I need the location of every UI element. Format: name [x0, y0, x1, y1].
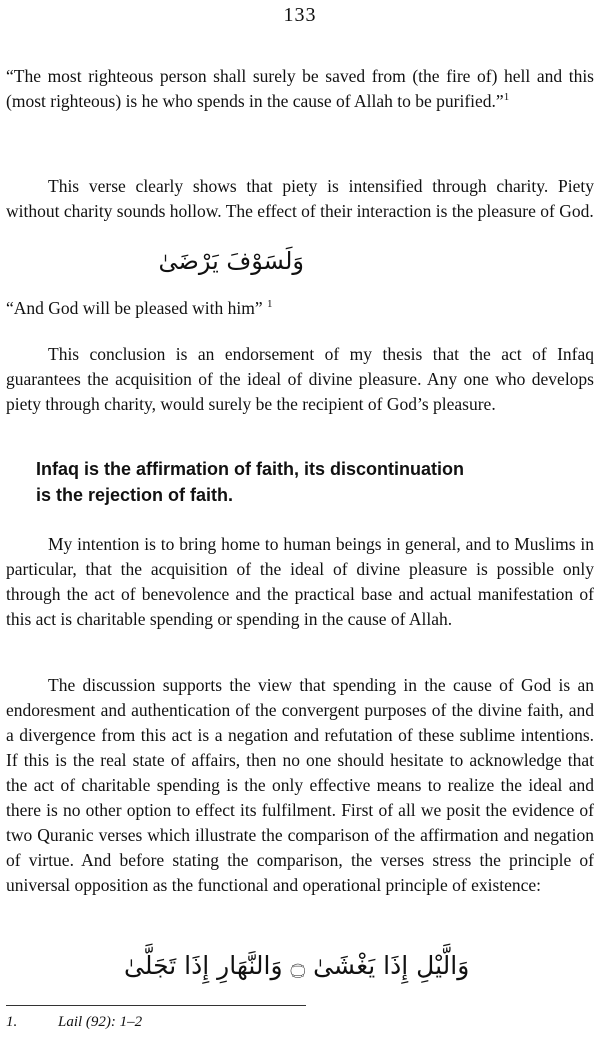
- body-paragraph-discussion: The discussion supports the view that spending in the cause of God is an endoresment and authentication of the convergent purposes of the divine faith, and a divergence from this act is a negation and refutation of these sublime intentions. If this is the real state of affairs, then no one should hesitate to acknowledge that the act of charitable spending is the only effective means to realize the ideal and there is no other option to effect its fulfilment. First of all we posit the evidence of two Quranic verses which illustrate the comparison of the affirmation and negation of virtue. And before stating the comparison, the verses stress the principle of universal opposition as the functional and operational principle of existence:: [6, 675, 594, 895]
- quote-paragraph-1: [0, 64, 600, 114]
- quote-text: “And God will be pleased with him”: [6, 298, 263, 318]
- body-paragraph-intention: My intention is to bring home to human beings in general, and to Muslims in particular, that the acquisition of the ideal of divine pleasure is possible only through the act of benevolence and the practical base and actual manifestation of this act is charitable spending or spending in the cause of Allah.: [6, 534, 594, 629]
- heading-line-1: Infaq is the affirmation of faith, its discontinuation: [36, 459, 465, 479]
- footnote-text: Lail (92): 1–2: [58, 1014, 143, 1030]
- quote-paragraph-2: [0, 296, 600, 321]
- footnote-ref: 1: [267, 298, 273, 311]
- footnote-divider: [6, 1005, 306, 1006]
- section-heading: [36, 456, 576, 508]
- footnote: [6, 1014, 142, 1031]
- heading-line-2: is the rejection of faith.: [36, 485, 234, 505]
- footnote-ref: 1: [503, 91, 510, 104]
- quote-text: “The most righteous person shall surely be saved from (the fire of) hell and this (most righteous) is he who spends in the cause of Allah to be purified.”: [6, 66, 594, 111]
- arabic-verse-1: وَلَسَوْفَ يَرْضَىٰ: [158, 247, 304, 275]
- arabic-verse-2: وَالَّيْلِ إِذَا يَغْشَىٰ ۝ وَالنَّهَارِ إِذَا تَجَلَّىٰ: [124, 951, 470, 980]
- body-paragraph-charity: This verse clearly shows that piety is intensified through charity. Piety without charity sounds hollow. The effect of their interaction is the pleasure of God.: [6, 176, 594, 221]
- body-paragraph-conclusion: This conclusion is an endorsement of my thesis that the act of Infaq guarantees the acquisition of the ideal of divine pleasure. Any one who develops piety through charity, would surely be the recipient of God’s pleasure.: [6, 344, 594, 414]
- footnote-number: 1.: [6, 1014, 18, 1030]
- page-number: 133: [283, 4, 317, 26]
